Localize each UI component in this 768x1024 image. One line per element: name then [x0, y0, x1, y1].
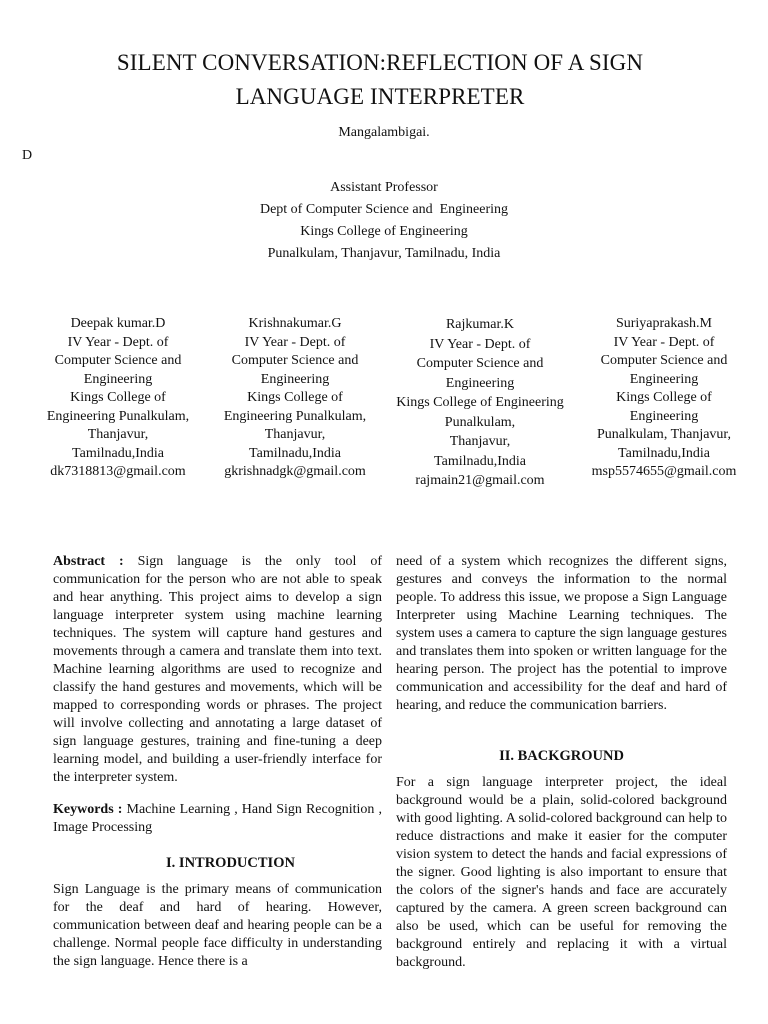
paper-title-line-2: LANGUAGE INTERPRETER [235, 84, 525, 109]
paper-title-line-1: SILENT CONVERSATION:REFLECTION OF A SIGN [116, 50, 644, 75]
author-line: IV Year - Dept. of [613, 334, 715, 350]
author-line: Tamilnadu,India [249, 445, 341, 461]
author-line: Kings College of [247, 390, 343, 405]
author-name: Deepak kumar.D [70, 316, 166, 331]
author-line: IV Year - Dept. of [67, 334, 169, 350]
author-line: Engineering [83, 371, 153, 387]
author-email[interactable]: msp5574655@gmail.com [591, 464, 737, 479]
author-line: Thanjavur, [87, 427, 149, 442]
author-line: IV Year - Dept. of [429, 336, 531, 352]
author-block-4 [582, 315, 746, 482]
keywords-paragraph [53, 801, 382, 837]
author-block-3 [386, 315, 574, 491]
author-email[interactable]: dk7318813@gmail.com [50, 464, 186, 479]
author-line: Tamilnadu,India [72, 445, 164, 461]
introduction-continued-paragraph [396, 553, 727, 715]
author-line: Punalkulam, [444, 414, 516, 430]
author-line: Engineering Punalkulam, [223, 408, 367, 424]
abstract-label: Abstract : [53, 554, 124, 569]
background-text: For a sign language interpreter project, the ideal background would be a plain, solid-colored background with good lighting. A solid-colored background can help to reduce distractions and make it easier for the computer vision system to detect the hands and facial expressions of the signer. Good lighting is also important to ensure that the colors of the signer's hands and face are accurately captured by the camera. A green screen background can also be used, which can be useful for removing the background entirely and replacing it with a virtual background. [396, 775, 727, 970]
introduction-text: Sign Language is the primary means of communication for the deaf and hard of hearing. However, communication between deaf and hearing people can be a challenge. Normal people face difficulty in understanding the sign language. Hence there is a [53, 882, 382, 969]
author-line: Kings College of Engineering [396, 395, 564, 410]
author-line: Engineering [629, 408, 699, 424]
author-name: Suriyaprakash.M [615, 316, 713, 331]
first-author-address: Punalkulam, Thanjavur, Tamilnadu, India [267, 246, 501, 261]
author-line: Kings College of [70, 390, 166, 405]
author-name: Rajkumar.K [445, 317, 515, 332]
background-paragraph [396, 774, 727, 972]
abstract-paragraph [53, 553, 382, 787]
abstract-text: Sign language is the only tool of communication for the person who are not able to speak and hear anything. This project aims to develop a sign language interpreter system using machine learning techniques. The system will capture hand gestures and movements through a camera and translate them into text. Machine learning algorithms are used to recognize and classify the hand gestures and movements, which will be mapped to corresponding words or phrases. The project will involve collecting and annotating a large dataset of sign language gestures, training and fine-tuning a deep learning model, and building a user-friendly interface for the interpreter system. [53, 554, 382, 785]
section-heading-introduction: I. INTRODUCTION [166, 855, 295, 871]
introduction-continued-text: need of a system which recognizes the different signs, gestures and conveys the information to the normal people. To address this issue, we propose a Sign Language Interpreter using Machine Learning techniques. The system uses a camera to capture the sign language gestures and translates them into spoken or written language for the hearing person. The project has the potential to improve communication and accessibility for the deaf and hard of hearing, and reduce the communication barriers. [396, 554, 727, 713]
first-author-role: Assistant Professor [330, 180, 438, 195]
author-line: Computer Science and [231, 353, 359, 368]
paper-title [60, 46, 700, 114]
keywords-label: Keywords : [53, 802, 123, 817]
author-line: Engineering [445, 375, 515, 391]
author-line: Engineering Punalkulam, [46, 408, 190, 424]
author-block-2 [210, 315, 380, 482]
introduction-paragraph [53, 881, 382, 971]
author-block-1 [34, 315, 202, 482]
first-author-name: Mangalambigai. [338, 125, 430, 140]
author-line: Tamilnadu,India [618, 445, 710, 461]
author-name: Krishnakumar.G [248, 316, 342, 331]
author-line: Engineering [629, 371, 699, 387]
author-email[interactable]: gkrishnadgk@gmail.com [224, 464, 366, 479]
keywords-text: Machine Learning , Hand Sign Recognition , Image Processing [53, 802, 382, 835]
author-line: Punalkulam, Thanjavur, [596, 427, 732, 442]
author-line: Kings College of [616, 390, 712, 405]
first-author-college: Kings College of Engineering [300, 224, 468, 239]
first-author-affiliation [0, 177, 768, 265]
author-line: Computer Science and [600, 353, 728, 368]
author-line: Thanjavur, [449, 434, 511, 449]
author-email[interactable]: rajmain21@gmail.com [415, 473, 545, 488]
author-line: Computer Science and [416, 356, 544, 371]
stray-letter: D [22, 148, 33, 163]
first-author-dept: Dept of Computer Science and Engineering [259, 202, 509, 217]
author-line: Computer Science and [54, 353, 182, 368]
section-heading-background: II. BACKGROUND [499, 748, 624, 764]
author-line: Thanjavur, [264, 427, 326, 442]
author-line: Tamilnadu,India [434, 453, 526, 469]
author-line: IV Year - Dept. of [244, 334, 346, 350]
author-line: Engineering [260, 371, 330, 387]
